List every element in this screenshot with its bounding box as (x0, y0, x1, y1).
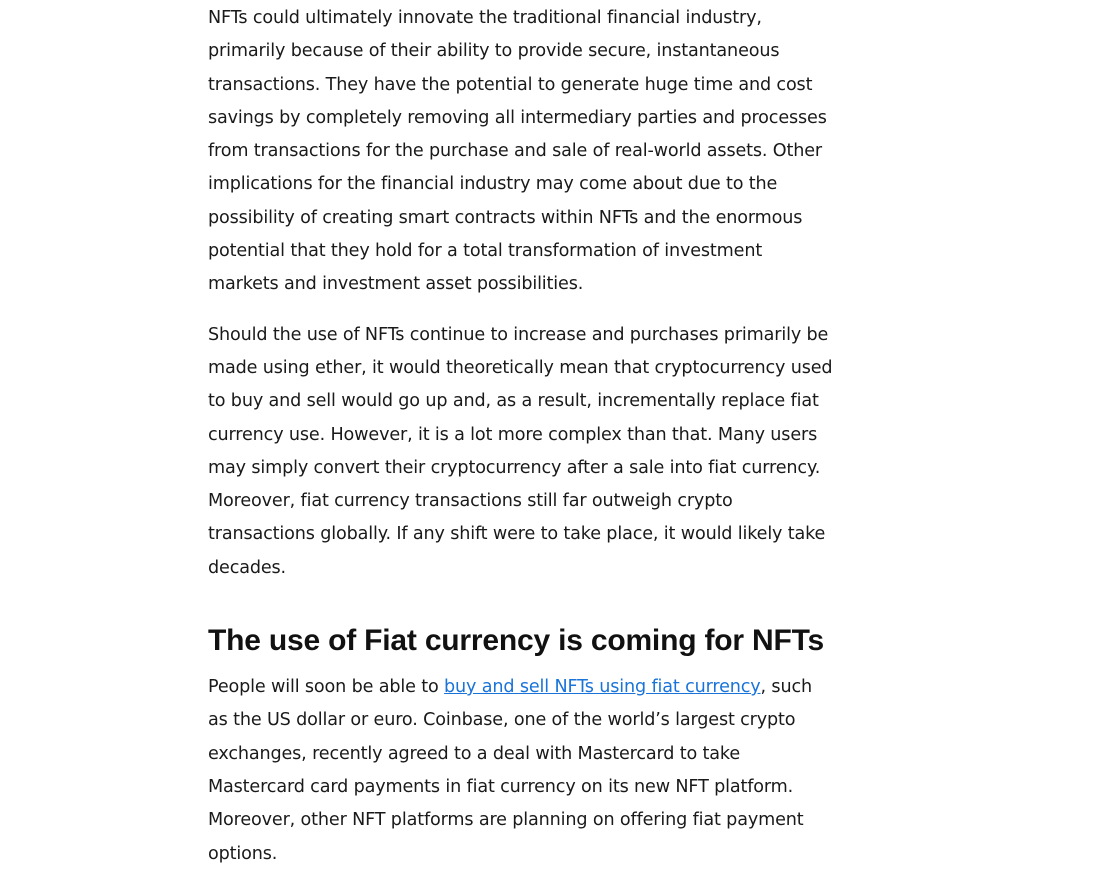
paragraph-fiat-currency (208, 671, 833, 871)
article-body (208, 2, 833, 888)
section-heading: The use of Fiat currency is coming for NFTs (208, 624, 824, 658)
fiat-currency-link[interactable]: buy and sell NFTs using fiat currency (444, 677, 761, 698)
paragraph-text-before-link: People will soon be able to (208, 677, 445, 698)
paragraph-ether-purchases: Should the use of NFTs continue to increase and purchases primarily be made using ether, it would theoretically mean that cryptocurrency used to buy and sell would go up and, as a result, incrementally replace fiat currency use. However, it is a lot more complex than that. Many users may simply convert their cryptocurrency after a sale into fiat currency. Moreover, fiat currency transactions still far outweigh crypto transactions globally. If any shift were to take place, it would likely take decades. (208, 324, 833, 578)
paragraph-nfts-financial-industry: NFTs could ultimately innovate the traditional financial industry, primarily because of their ability to provide secure, instantaneous transactions. They have the potential to generate huge time and cost savings by completely removing all intermediary parties and processes from transactions for the purchase and sale of real-world assets. Other implications for the financial industry may come about due to the possibility of creating smart contracts within NFTs and the enormous potential that they hold for a total transformation of investment markets and investment asset possibilities. (208, 8, 827, 295)
paragraph-text-after-link: , such as the US dollar or euro. Coinbase, one of the world’s largest crypto exchanges, recently agreed to a deal with Mastercard to take Mastercard card payments in fiat currency on its new NFT platform. Moreover, other NFT platforms are planning on offering fiat payment options. (208, 677, 812, 864)
